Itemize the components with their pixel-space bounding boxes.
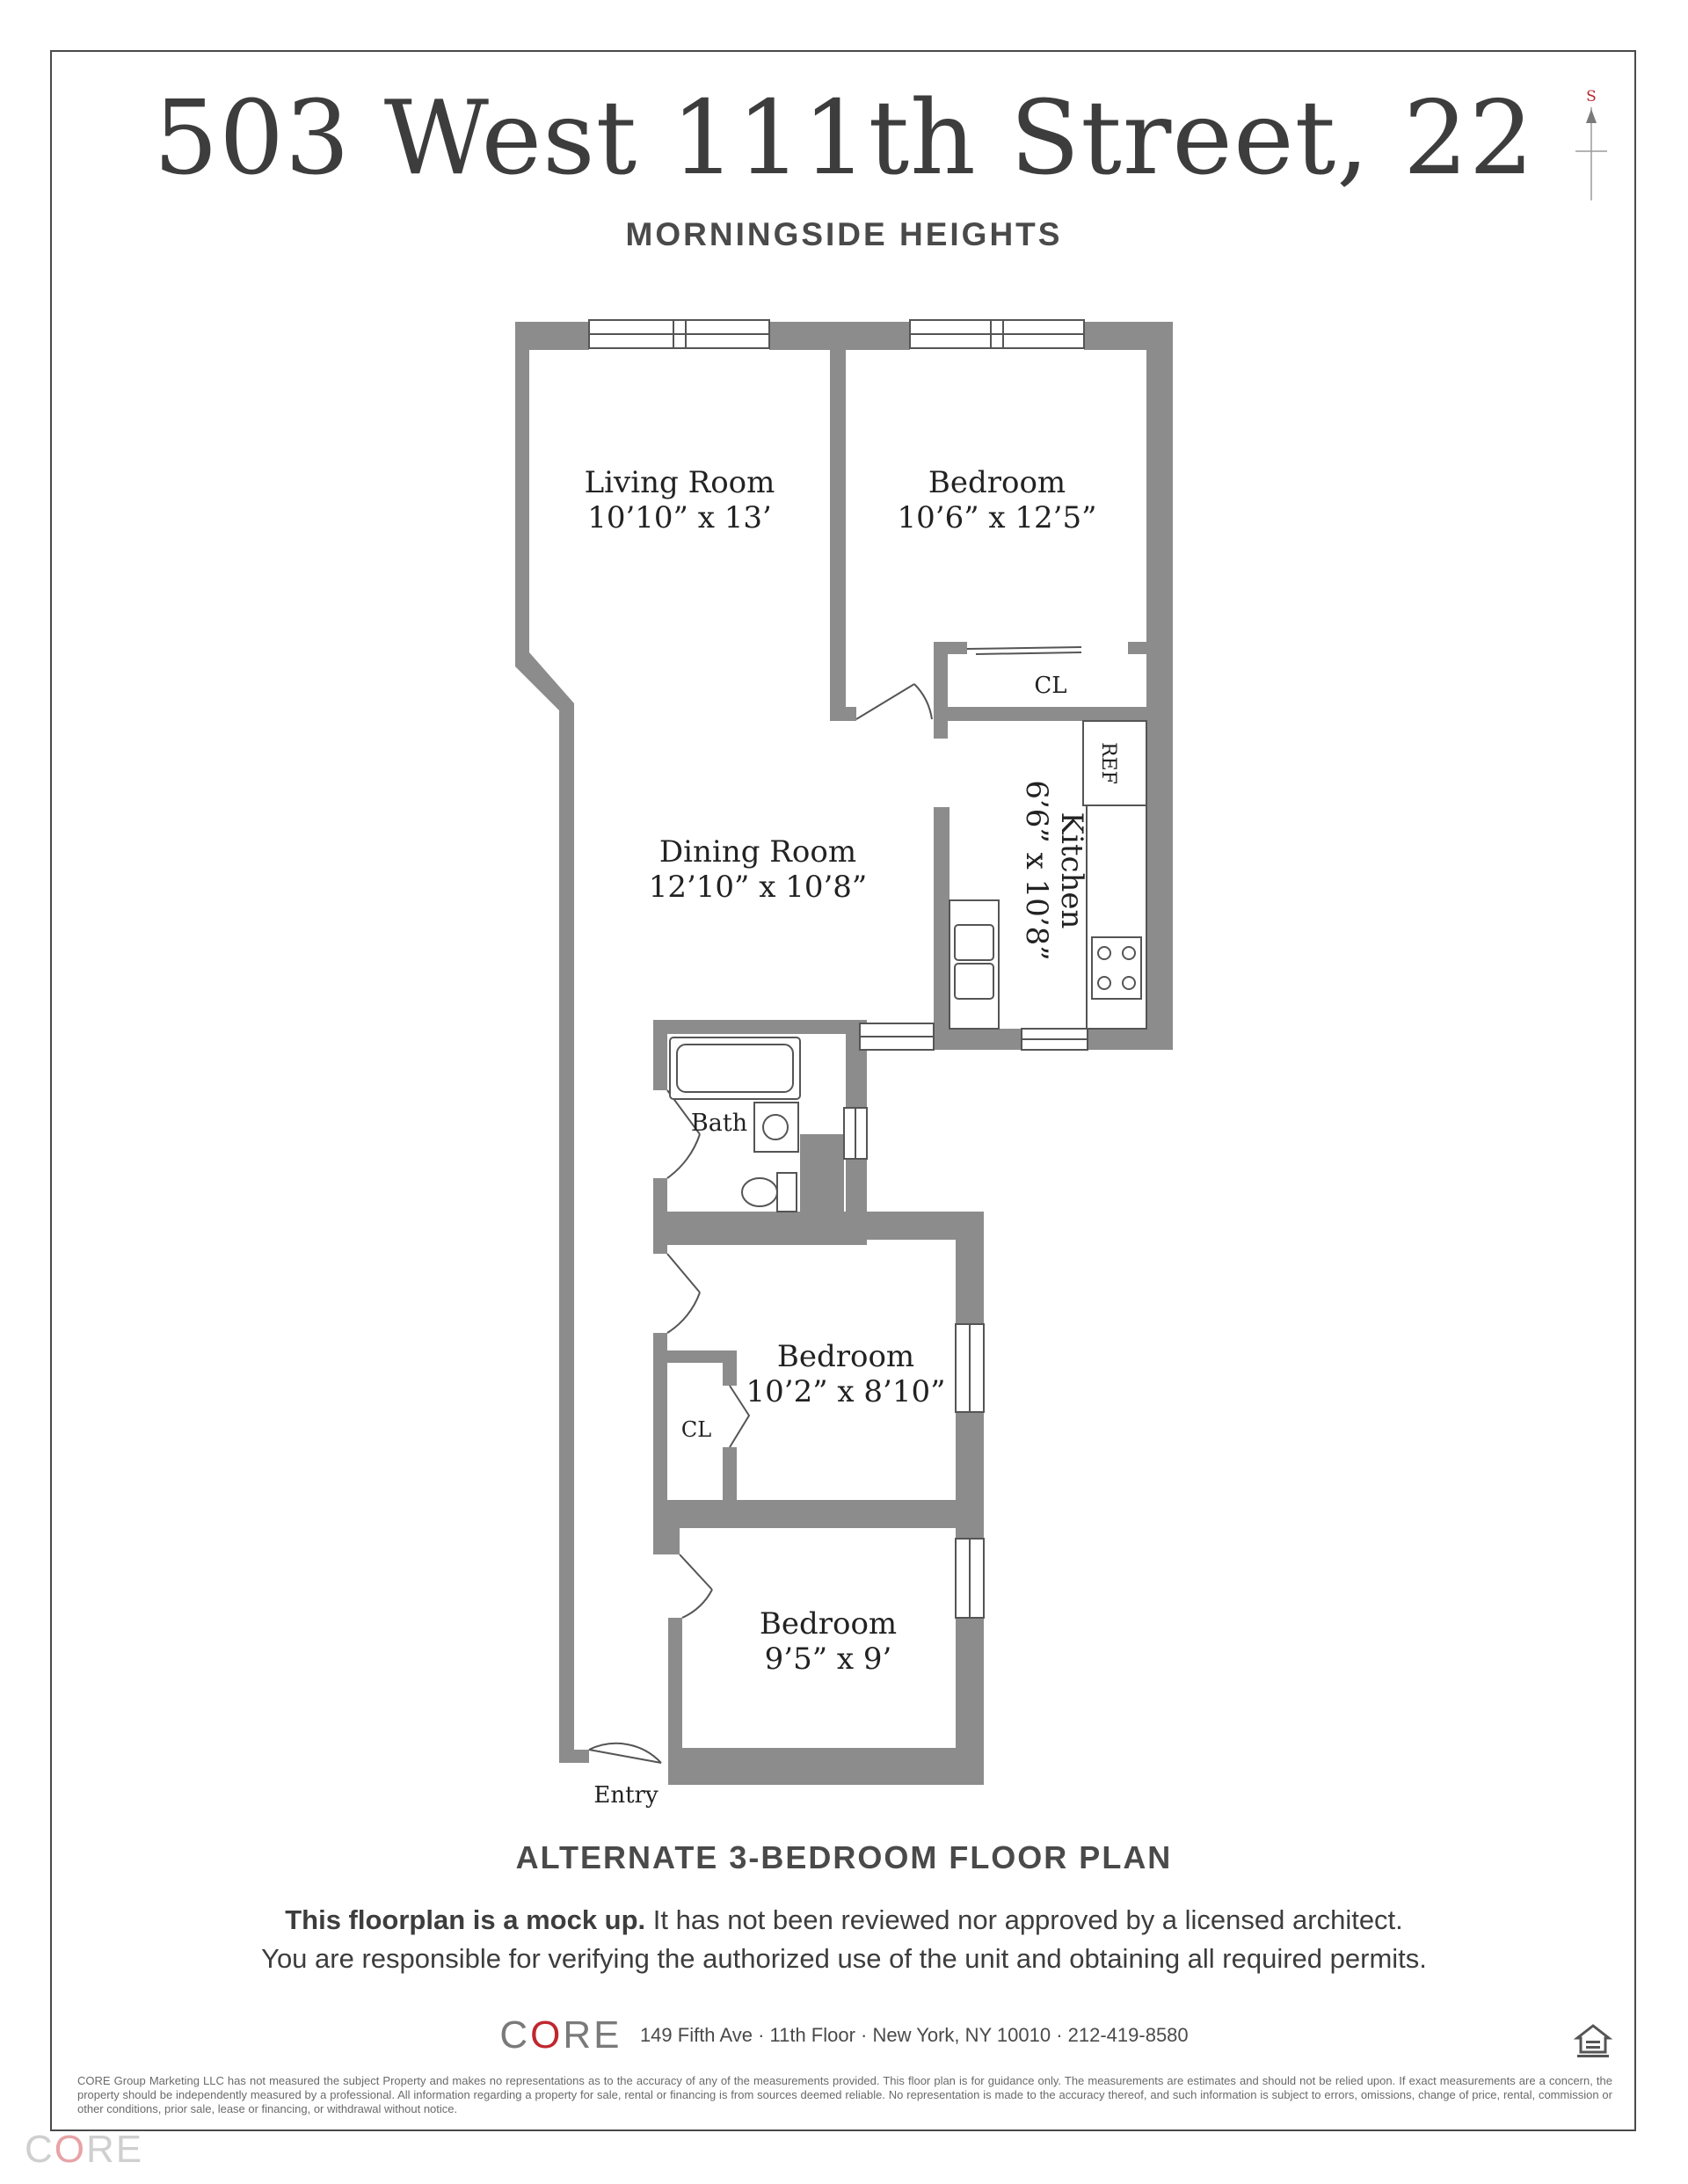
- wall-bath-west-a: [653, 1020, 667, 1090]
- wall-bath-north-a: [653, 1020, 860, 1034]
- kitchen-size: 6’6” x 10’8”: [1019, 780, 1054, 961]
- door-bedroom2: [667, 1254, 700, 1333]
- bedroom3-name: Bedroom: [759, 1606, 898, 1642]
- legal-disclaimer: CORE Group Marketing LLC has not measured the subject Property and makes no representations as to the accuracy of any of the measurements provided. This floor plan is for guidance only. The measurements are estimates and should not be relied upon. If exact measurements are a concern, the property should be independently measured by a professional. All information regarding a property for sale, rental or financing is from sources deemed reliable. No representation is made to the accuracy thereof, and such information is subject to errors, omissions, change of price, rental, commission or other conditions, prior sale, lease or financing, or withdrawal without notice.: [77, 2074, 1612, 2115]
- wall-closet2-east-b: [723, 1447, 737, 1500]
- core-logo: CORE: [499, 2013, 622, 2057]
- dining-room-name: Dining Room: [658, 834, 857, 870]
- fixtures: [670, 721, 1146, 1212]
- notice-bold: This floorplan is a mock up.: [285, 1904, 646, 1935]
- wall-north-1: [515, 322, 589, 350]
- door-bedroom1: [856, 684, 932, 719]
- wall-east-upper: [1146, 322, 1173, 1050]
- wall-south-entry: [559, 1750, 589, 1763]
- compass-label: S: [1586, 88, 1597, 106]
- stove: [1092, 937, 1141, 999]
- wall-kitchen-south-b: [1088, 1029, 1173, 1050]
- footer-address: 149 Fifth Ave · 11th Floor · New York, NY 10010 · 212-419-8580: [639, 2024, 1189, 2046]
- wall-bedroom23-divider: [653, 1500, 984, 1528]
- kitchen-sink-2: [955, 964, 993, 999]
- wall-closet2-east-a: [723, 1350, 737, 1386]
- wall-closet-top-b: [1128, 642, 1147, 654]
- page-title: 503 West 111th Street, 22: [153, 79, 1535, 198]
- wall-west: [515, 322, 574, 1763]
- floor-plan-title: ALTERNATE 3-BEDROOM FLOOR PLAN: [515, 1839, 1173, 1875]
- wall-bedroom3-west-a: [653, 1528, 680, 1554]
- kitchen-sink-1: [955, 925, 993, 960]
- door-entry: [589, 1744, 661, 1763]
- dining-room-size: 12’10” x 10’8”: [648, 870, 868, 905]
- wall-kitchen-west: [934, 807, 950, 1050]
- wall-bedroom2-west-a: [653, 1240, 667, 1254]
- wall-bedroom1-south-a: [830, 707, 856, 721]
- kitchen-name: Kitchen: [1054, 812, 1089, 929]
- wall-bedroom3-east-a: [956, 1528, 984, 1539]
- closet2-label: CL: [680, 1417, 712, 1442]
- equal-housing-icon: [1574, 2022, 1612, 2061]
- ref-label: [1097, 742, 1119, 784]
- footer: [0, 2013, 1688, 2057]
- wall-kitchen-south-a: [934, 1029, 1022, 1050]
- entry-label: Entry: [593, 1782, 658, 1809]
- bedroom3-size: 9’5” x 9’: [764, 1642, 892, 1677]
- bedroom1-size: 10’6” x 12’5”: [897, 500, 1097, 535]
- wall-closet-west: [934, 642, 948, 739]
- door-bedroom3: [680, 1554, 712, 1618]
- living-room-name: Living Room: [584, 465, 775, 500]
- corner-core-logo: CORE: [25, 2128, 144, 2171]
- tub-inner: [677, 1045, 793, 1092]
- wall-bedroom1-west: [830, 350, 846, 721]
- kitchen-label: [1019, 780, 1089, 960]
- wall-closet-south: [934, 707, 1146, 721]
- wall-bath-east-b: [846, 1159, 867, 1212]
- neighborhood-subtitle: MORNINGSIDE HEIGHTS: [625, 216, 1063, 252]
- wall-bedroom2-north: [653, 1212, 984, 1240]
- bedroom1-name: Bedroom: [928, 465, 1066, 500]
- notice-rest: It has not been reviewed nor approved by a licensed architect.: [645, 1904, 1403, 1935]
- toilet-tank: [777, 1173, 797, 1212]
- closet1-label: CL: [1034, 673, 1067, 699]
- sink: [763, 1115, 788, 1139]
- door-closet1-slider: [967, 647, 1081, 654]
- notice-line-2: You are responsible for verifying the authorized use of the unit and obtaining all required permits.: [261, 1943, 1427, 1974]
- ref-text: REF: [1097, 742, 1119, 784]
- bedroom2-name: Bedroom: [776, 1339, 915, 1374]
- wall-bedroom2-east-a: [956, 1212, 984, 1324]
- walls: [515, 322, 1173, 1785]
- living-room-size: 10’10” x 13’: [587, 500, 772, 535]
- notice-line-1: [0, 1904, 1688, 1936]
- wall-south: [668, 1748, 984, 1785]
- bath-label: Bath: [690, 1110, 748, 1137]
- bedroom2-size: 10’2” x 8’10”: [746, 1374, 946, 1409]
- wall-north-2: [769, 322, 910, 350]
- toilet: [742, 1178, 777, 1206]
